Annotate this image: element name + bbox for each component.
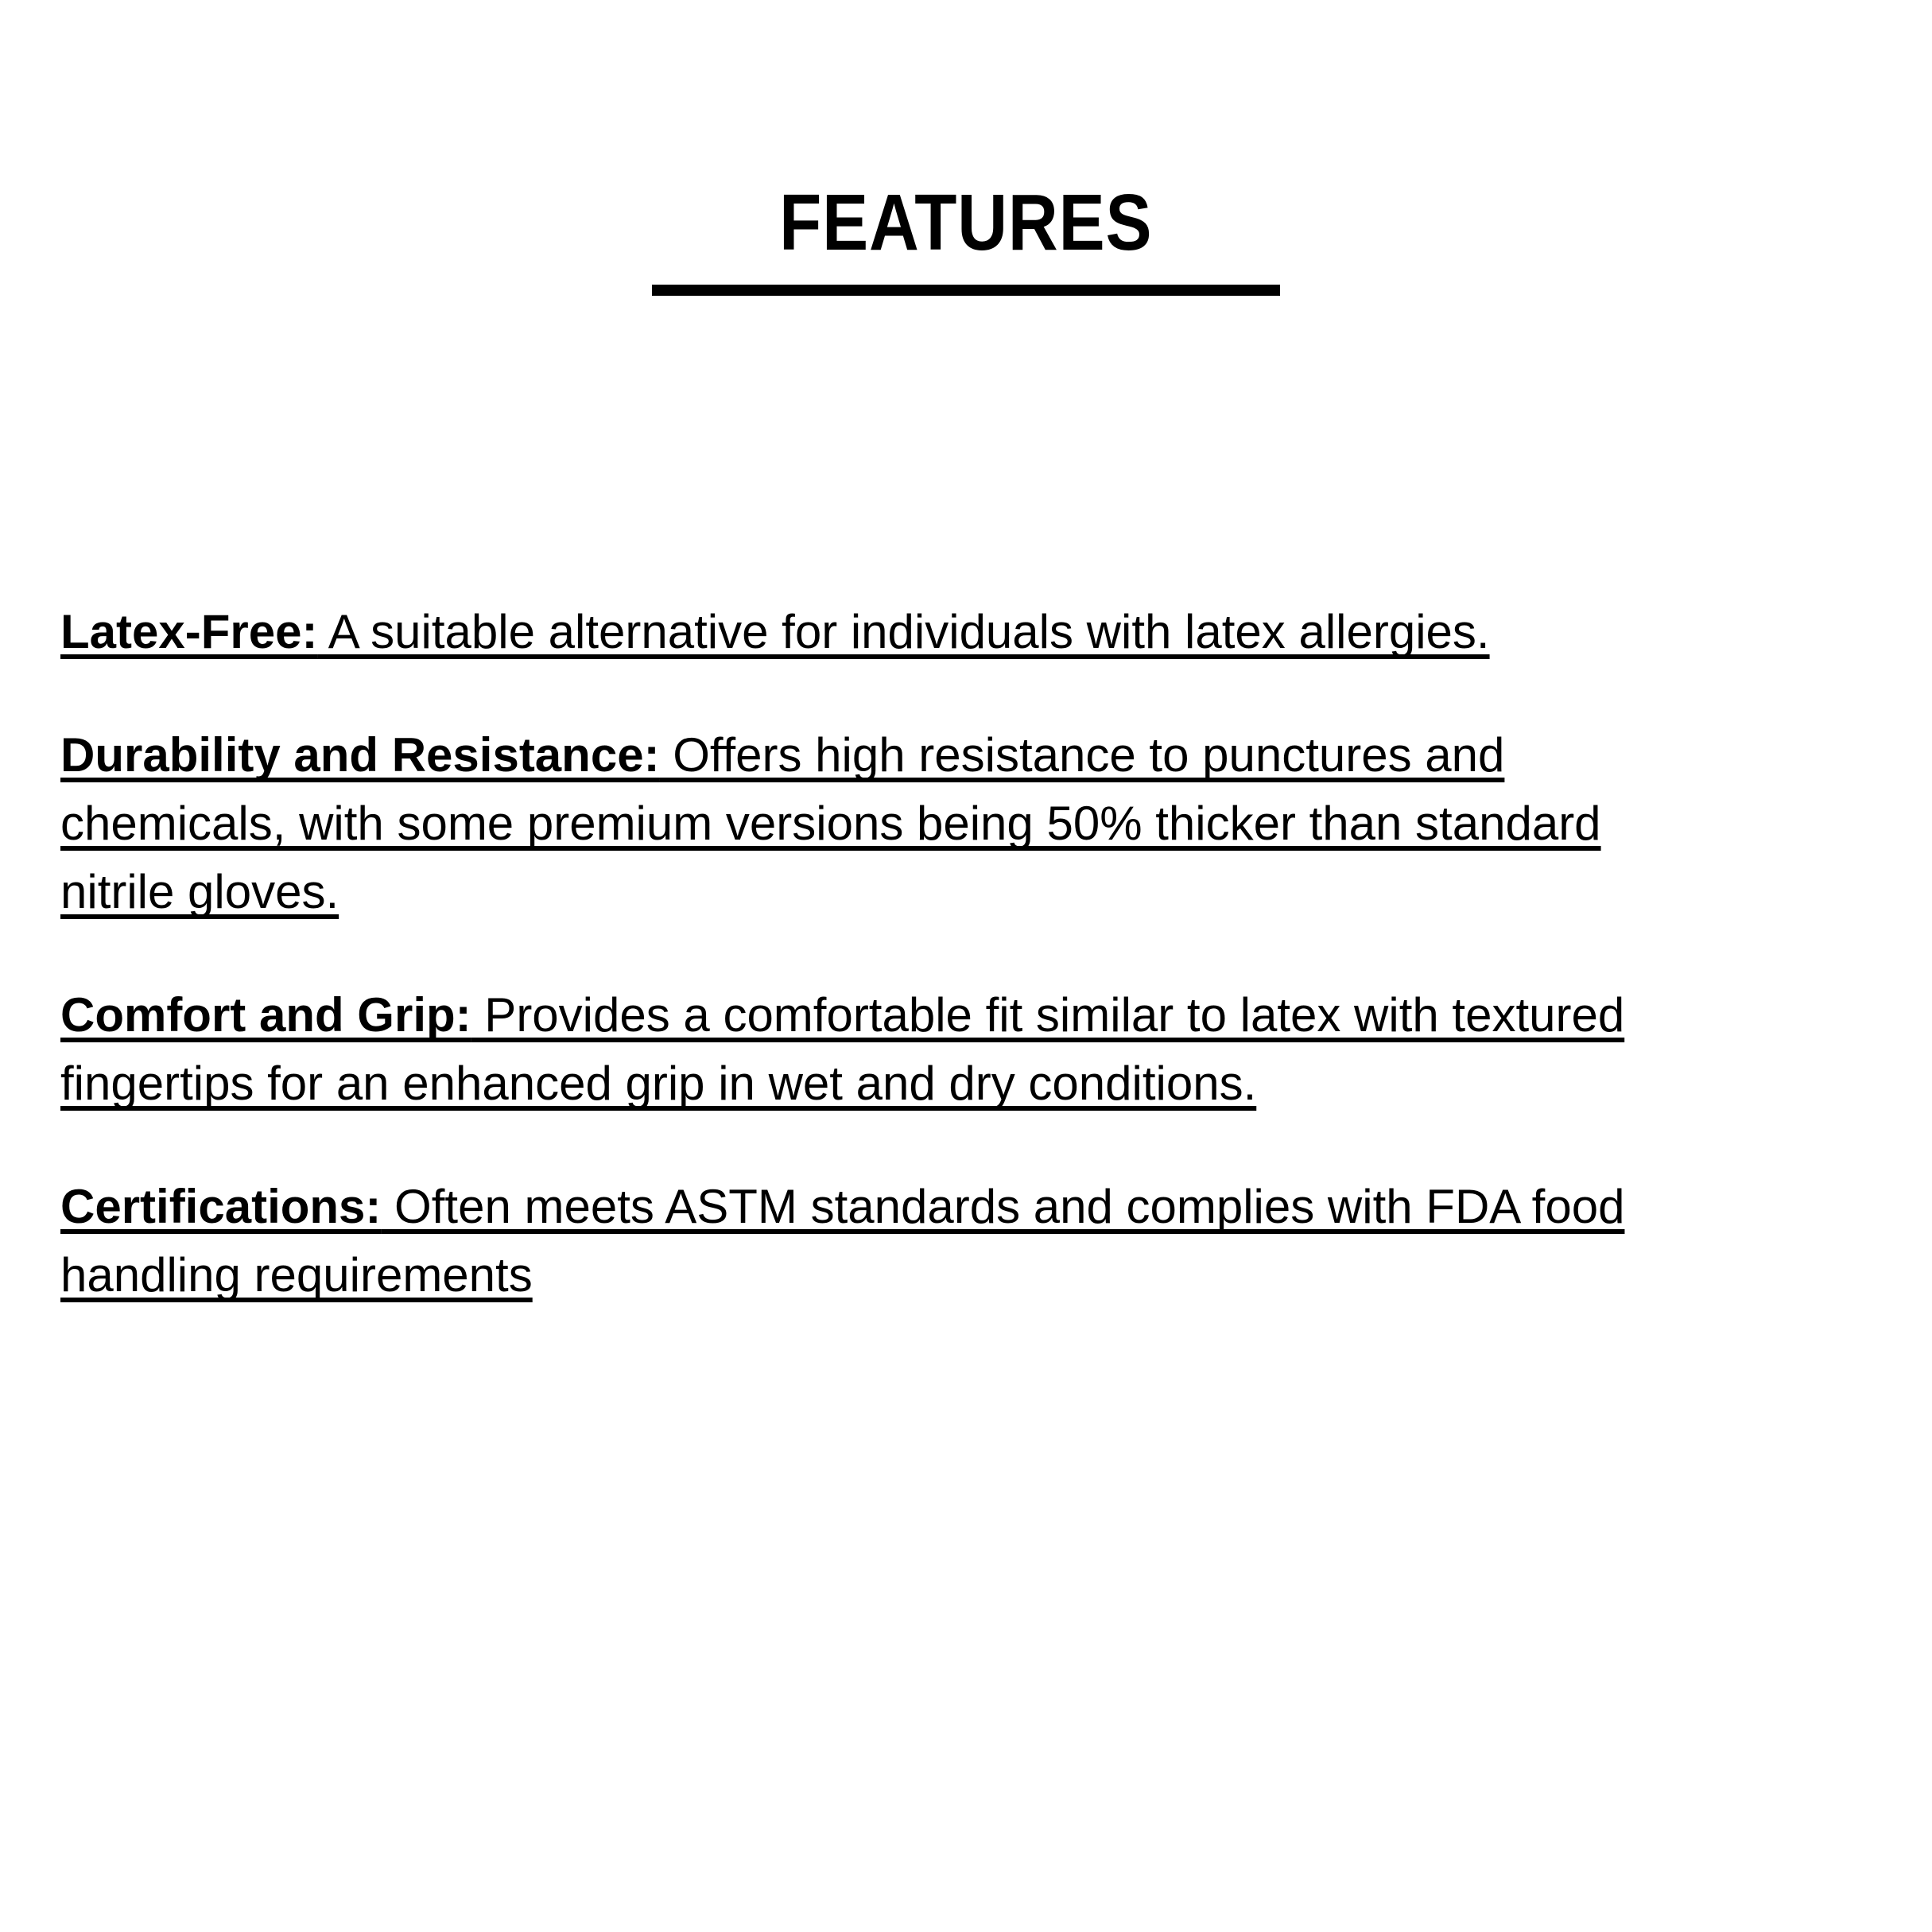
feature-line: Comfort and Grip: Provides a comfortable fit similar to latex with textured bbox=[60, 988, 1625, 1042]
title-underline-bar bbox=[652, 285, 1280, 296]
feature-line: handling requirements bbox=[60, 1248, 533, 1302]
feature-paragraph bbox=[60, 598, 1872, 666]
features-list bbox=[0, 598, 1932, 1309]
feature-line: fingertips for an enhanced grip in wet and dry conditions. bbox=[60, 1057, 1257, 1110]
feature-line: chemicals, with some premium versions being 50% thicker than standard bbox=[60, 797, 1601, 850]
feature-paragraph bbox=[60, 721, 1872, 926]
feature-line: nitrile gloves. bbox=[60, 865, 339, 918]
feature-label: Durability and Resistance: bbox=[60, 728, 660, 782]
feature-label: Certifications: bbox=[60, 1180, 382, 1233]
feature-label: Latex-Free: bbox=[60, 605, 318, 658]
feature-line: Durability and Resistance: Offers high resistance to punctures and bbox=[60, 728, 1505, 782]
page-title-text: FEATURES bbox=[779, 178, 1153, 267]
feature-paragraph bbox=[60, 1173, 1872, 1309]
feature-label: Comfort and Grip: bbox=[60, 988, 471, 1042]
feature-line: Latex-Free: A suitable alternative for individuals with latex allergies. bbox=[60, 605, 1490, 658]
page-title bbox=[0, 0, 1932, 267]
feature-line: Certifications: Often meets ASTM standards and complies with FDA food bbox=[60, 1180, 1625, 1233]
feature-paragraph bbox=[60, 981, 1872, 1118]
